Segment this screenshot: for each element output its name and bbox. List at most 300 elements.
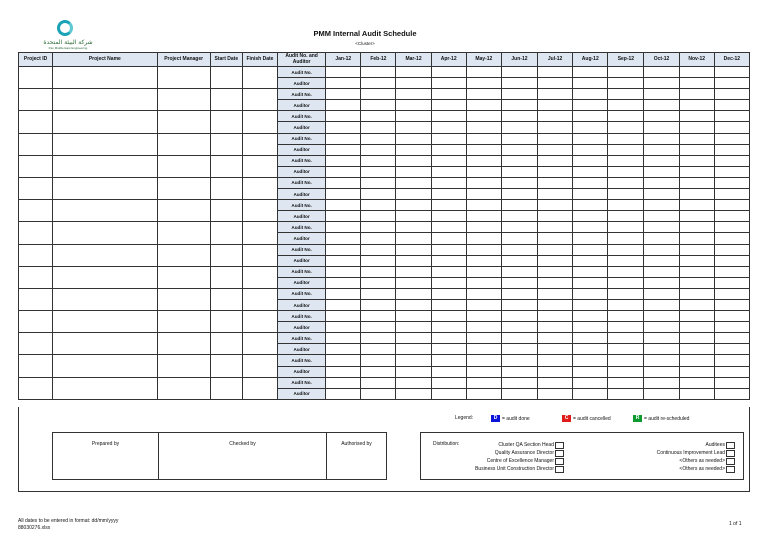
month-cell[interactable]: [396, 200, 431, 211]
month-cell[interactable]: [431, 189, 466, 200]
project-cell[interactable]: [19, 311, 53, 333]
month-cell[interactable]: [644, 166, 679, 177]
month-cell[interactable]: [573, 200, 608, 211]
month-cell[interactable]: [361, 78, 396, 89]
month-cell[interactable]: [361, 89, 396, 100]
month-cell[interactable]: [501, 277, 537, 288]
month-cell[interactable]: [431, 255, 466, 266]
project-cell[interactable]: [242, 311, 277, 333]
month-cell[interactable]: [573, 189, 608, 200]
month-cell[interactable]: [714, 111, 749, 122]
project-cell[interactable]: [19, 89, 53, 111]
month-cell[interactable]: [644, 344, 679, 355]
month-cell[interactable]: [608, 355, 644, 366]
month-cell[interactable]: [714, 189, 749, 200]
project-cell[interactable]: [157, 266, 210, 288]
month-cell[interactable]: [431, 388, 466, 399]
month-cell[interactable]: [573, 89, 608, 100]
month-cell[interactable]: [714, 333, 749, 344]
month-cell[interactable]: [644, 244, 679, 255]
month-cell[interactable]: [466, 122, 501, 133]
month-cell[interactable]: [326, 377, 361, 388]
month-cell[interactable]: [326, 255, 361, 266]
month-cell[interactable]: [501, 355, 537, 366]
month-cell[interactable]: [644, 200, 679, 211]
month-cell[interactable]: [326, 166, 361, 177]
month-cell[interactable]: [644, 133, 679, 144]
month-cell[interactable]: [396, 155, 431, 166]
month-cell[interactable]: [396, 333, 431, 344]
month-cell[interactable]: [361, 366, 396, 377]
month-cell[interactable]: [466, 166, 501, 177]
month-cell[interactable]: [501, 322, 537, 333]
month-cell[interactable]: [501, 67, 537, 78]
month-cell[interactable]: [396, 144, 431, 155]
month-cell[interactable]: [608, 144, 644, 155]
month-cell[interactable]: [466, 355, 501, 366]
month-cell[interactable]: [466, 244, 501, 255]
month-cell[interactable]: [714, 133, 749, 144]
project-cell[interactable]: [242, 155, 277, 177]
project-cell[interactable]: [53, 288, 157, 310]
month-cell[interactable]: [679, 311, 714, 322]
project-cell[interactable]: [19, 67, 53, 89]
month-cell[interactable]: [538, 255, 573, 266]
project-cell[interactable]: [157, 111, 210, 133]
project-cell[interactable]: [157, 222, 210, 244]
month-cell[interactable]: [431, 155, 466, 166]
month-cell[interactable]: [538, 266, 573, 277]
month-cell[interactable]: [538, 388, 573, 399]
month-cell[interactable]: [644, 67, 679, 78]
month-cell[interactable]: [538, 344, 573, 355]
month-cell[interactable]: [644, 222, 679, 233]
project-cell[interactable]: [242, 200, 277, 222]
month-cell[interactable]: [538, 67, 573, 78]
project-cell[interactable]: [157, 89, 210, 111]
month-cell[interactable]: [466, 211, 501, 222]
month-cell[interactable]: [396, 288, 431, 299]
month-cell[interactable]: [644, 333, 679, 344]
month-cell[interactable]: [361, 67, 396, 78]
month-cell[interactable]: [714, 266, 749, 277]
month-cell[interactable]: [431, 222, 466, 233]
recipient-checkbox[interactable]: [726, 458, 735, 465]
month-cell[interactable]: [644, 377, 679, 388]
month-cell[interactable]: [644, 355, 679, 366]
month-cell[interactable]: [644, 111, 679, 122]
month-cell[interactable]: [396, 222, 431, 233]
month-cell[interactable]: [679, 100, 714, 111]
month-cell[interactable]: [608, 111, 644, 122]
month-cell[interactable]: [679, 67, 714, 78]
month-cell[interactable]: [466, 111, 501, 122]
month-cell[interactable]: [361, 344, 396, 355]
month-cell[interactable]: [361, 133, 396, 144]
month-cell[interactable]: [714, 166, 749, 177]
month-cell[interactable]: [714, 311, 749, 322]
month-cell[interactable]: [714, 322, 749, 333]
recipient-checkbox[interactable]: [555, 458, 564, 465]
month-cell[interactable]: [538, 211, 573, 222]
project-cell[interactable]: [19, 377, 53, 399]
month-cell[interactable]: [573, 355, 608, 366]
month-cell[interactable]: [326, 122, 361, 133]
month-cell[interactable]: [431, 322, 466, 333]
project-cell[interactable]: [157, 288, 210, 310]
month-cell[interactable]: [396, 344, 431, 355]
month-cell[interactable]: [538, 366, 573, 377]
month-cell[interactable]: [538, 78, 573, 89]
month-cell[interactable]: [644, 266, 679, 277]
month-cell[interactable]: [396, 100, 431, 111]
month-cell[interactable]: [679, 89, 714, 100]
month-cell[interactable]: [326, 299, 361, 310]
month-cell[interactable]: [431, 366, 466, 377]
month-cell[interactable]: [644, 299, 679, 310]
month-cell[interactable]: [501, 333, 537, 344]
month-cell[interactable]: [714, 288, 749, 299]
project-cell[interactable]: [19, 288, 53, 310]
month-cell[interactable]: [573, 100, 608, 111]
month-cell[interactable]: [644, 311, 679, 322]
project-cell[interactable]: [19, 200, 53, 222]
month-cell[interactable]: [361, 111, 396, 122]
month-cell[interactable]: [608, 255, 644, 266]
checked-by-field[interactable]: Checked by: [158, 433, 326, 479]
month-cell[interactable]: [573, 111, 608, 122]
month-cell[interactable]: [679, 388, 714, 399]
month-cell[interactable]: [326, 222, 361, 233]
project-cell[interactable]: [157, 177, 210, 199]
month-cell[interactable]: [679, 322, 714, 333]
month-cell[interactable]: [466, 311, 501, 322]
project-cell[interactable]: [19, 355, 53, 377]
month-cell[interactable]: [538, 333, 573, 344]
month-cell[interactable]: [714, 277, 749, 288]
month-cell[interactable]: [608, 100, 644, 111]
month-cell[interactable]: [501, 344, 537, 355]
month-cell[interactable]: [679, 211, 714, 222]
month-cell[interactable]: [326, 233, 361, 244]
month-cell[interactable]: [538, 299, 573, 310]
month-cell[interactable]: [608, 155, 644, 166]
month-cell[interactable]: [326, 155, 361, 166]
month-cell[interactable]: [466, 155, 501, 166]
month-cell[interactable]: [573, 244, 608, 255]
month-cell[interactable]: [396, 355, 431, 366]
month-cell[interactable]: [714, 344, 749, 355]
month-cell[interactable]: [326, 78, 361, 89]
month-cell[interactable]: [644, 366, 679, 377]
project-cell[interactable]: [53, 377, 157, 399]
month-cell[interactable]: [679, 244, 714, 255]
project-cell[interactable]: [19, 111, 53, 133]
month-cell[interactable]: [396, 67, 431, 78]
project-cell[interactable]: [157, 200, 210, 222]
month-cell[interactable]: [466, 144, 501, 155]
month-cell[interactable]: [679, 233, 714, 244]
month-cell[interactable]: [396, 111, 431, 122]
month-cell[interactable]: [714, 377, 749, 388]
project-cell[interactable]: [19, 133, 53, 155]
month-cell[interactable]: [501, 233, 537, 244]
month-cell[interactable]: [466, 89, 501, 100]
month-cell[interactable]: [538, 155, 573, 166]
month-cell[interactable]: [573, 377, 608, 388]
month-cell[interactable]: [573, 166, 608, 177]
month-cell[interactable]: [466, 344, 501, 355]
month-cell[interactable]: [501, 122, 537, 133]
month-cell[interactable]: [538, 133, 573, 144]
project-cell[interactable]: [157, 311, 210, 333]
month-cell[interactable]: [466, 200, 501, 211]
month-cell[interactable]: [501, 222, 537, 233]
month-cell[interactable]: [396, 133, 431, 144]
month-cell[interactable]: [466, 100, 501, 111]
month-cell[interactable]: [679, 377, 714, 388]
month-cell[interactable]: [326, 89, 361, 100]
month-cell[interactable]: [538, 89, 573, 100]
project-cell[interactable]: [242, 111, 277, 133]
month-cell[interactable]: [396, 78, 431, 89]
month-cell[interactable]: [431, 311, 466, 322]
project-cell[interactable]: [242, 244, 277, 266]
month-cell[interactable]: [714, 177, 749, 188]
month-cell[interactable]: [431, 89, 466, 100]
project-cell[interactable]: [242, 222, 277, 244]
month-cell[interactable]: [573, 222, 608, 233]
month-cell[interactable]: [326, 344, 361, 355]
month-cell[interactable]: [573, 67, 608, 78]
month-cell[interactable]: [538, 177, 573, 188]
month-cell[interactable]: [608, 266, 644, 277]
month-cell[interactable]: [608, 311, 644, 322]
month-cell[interactable]: [538, 111, 573, 122]
month-cell[interactable]: [644, 211, 679, 222]
month-cell[interactable]: [679, 299, 714, 310]
month-cell[interactable]: [361, 333, 396, 344]
month-cell[interactable]: [538, 355, 573, 366]
month-cell[interactable]: [361, 255, 396, 266]
month-cell[interactable]: [431, 133, 466, 144]
month-cell[interactable]: [431, 288, 466, 299]
month-cell[interactable]: [538, 233, 573, 244]
month-cell[interactable]: [608, 233, 644, 244]
month-cell[interactable]: [361, 233, 396, 244]
month-cell[interactable]: [466, 277, 501, 288]
project-cell[interactable]: [19, 155, 53, 177]
month-cell[interactable]: [573, 155, 608, 166]
month-cell[interactable]: [573, 322, 608, 333]
project-cell[interactable]: [19, 333, 53, 355]
month-cell[interactable]: [538, 288, 573, 299]
project-cell[interactable]: [210, 89, 242, 111]
month-cell[interactable]: [361, 277, 396, 288]
project-cell[interactable]: [157, 133, 210, 155]
month-cell[interactable]: [466, 266, 501, 277]
month-cell[interactable]: [396, 266, 431, 277]
month-cell[interactable]: [714, 211, 749, 222]
project-cell[interactable]: [53, 222, 157, 244]
month-cell[interactable]: [608, 189, 644, 200]
project-cell[interactable]: [242, 288, 277, 310]
month-cell[interactable]: [396, 211, 431, 222]
month-cell[interactable]: [361, 377, 396, 388]
project-cell[interactable]: [242, 133, 277, 155]
project-cell[interactable]: [210, 222, 242, 244]
recipient-checkbox[interactable]: [555, 466, 564, 473]
month-cell[interactable]: [538, 100, 573, 111]
month-cell[interactable]: [608, 122, 644, 133]
month-cell[interactable]: [608, 89, 644, 100]
month-cell[interactable]: [501, 166, 537, 177]
project-cell[interactable]: [53, 200, 157, 222]
project-cell[interactable]: [157, 333, 210, 355]
month-cell[interactable]: [431, 244, 466, 255]
month-cell[interactable]: [396, 177, 431, 188]
month-cell[interactable]: [361, 100, 396, 111]
project-cell[interactable]: [53, 133, 157, 155]
month-cell[interactable]: [644, 288, 679, 299]
month-cell[interactable]: [326, 266, 361, 277]
month-cell[interactable]: [608, 344, 644, 355]
project-cell[interactable]: [210, 266, 242, 288]
month-cell[interactable]: [573, 144, 608, 155]
month-cell[interactable]: [538, 277, 573, 288]
month-cell[interactable]: [466, 222, 501, 233]
month-cell[interactable]: [501, 388, 537, 399]
month-cell[interactable]: [679, 122, 714, 133]
month-cell[interactable]: [361, 299, 396, 310]
month-cell[interactable]: [714, 67, 749, 78]
project-cell[interactable]: [210, 288, 242, 310]
month-cell[interactable]: [679, 155, 714, 166]
month-cell[interactable]: [608, 133, 644, 144]
project-cell[interactable]: [210, 355, 242, 377]
month-cell[interactable]: [714, 78, 749, 89]
month-cell[interactable]: [396, 388, 431, 399]
month-cell[interactable]: [714, 299, 749, 310]
month-cell[interactable]: [361, 166, 396, 177]
month-cell[interactable]: [573, 366, 608, 377]
month-cell[interactable]: [326, 288, 361, 299]
month-cell[interactable]: [501, 111, 537, 122]
month-cell[interactable]: [431, 200, 466, 211]
month-cell[interactable]: [501, 288, 537, 299]
month-cell[interactable]: [644, 144, 679, 155]
project-cell[interactable]: [53, 311, 157, 333]
month-cell[interactable]: [644, 277, 679, 288]
month-cell[interactable]: [714, 222, 749, 233]
project-cell[interactable]: [210, 133, 242, 155]
month-cell[interactable]: [679, 266, 714, 277]
month-cell[interactable]: [573, 333, 608, 344]
month-cell[interactable]: [361, 189, 396, 200]
month-cell[interactable]: [501, 244, 537, 255]
recipient-checkbox[interactable]: [726, 450, 735, 457]
month-cell[interactable]: [538, 222, 573, 233]
project-cell[interactable]: [242, 67, 277, 89]
month-cell[interactable]: [466, 78, 501, 89]
month-cell[interactable]: [608, 211, 644, 222]
month-cell[interactable]: [573, 255, 608, 266]
month-cell[interactable]: [431, 144, 466, 155]
project-cell[interactable]: [19, 266, 53, 288]
month-cell[interactable]: [361, 311, 396, 322]
month-cell[interactable]: [608, 366, 644, 377]
project-cell[interactable]: [210, 155, 242, 177]
month-cell[interactable]: [714, 244, 749, 255]
month-cell[interactable]: [396, 166, 431, 177]
month-cell[interactable]: [396, 189, 431, 200]
month-cell[interactable]: [714, 89, 749, 100]
project-cell[interactable]: [53, 244, 157, 266]
project-cell[interactable]: [53, 155, 157, 177]
month-cell[interactable]: [431, 177, 466, 188]
month-cell[interactable]: [361, 322, 396, 333]
project-cell[interactable]: [242, 377, 277, 399]
month-cell[interactable]: [644, 189, 679, 200]
month-cell[interactable]: [431, 122, 466, 133]
month-cell[interactable]: [431, 344, 466, 355]
month-cell[interactable]: [431, 266, 466, 277]
month-cell[interactable]: [466, 255, 501, 266]
month-cell[interactable]: [714, 355, 749, 366]
month-cell[interactable]: [644, 255, 679, 266]
month-cell[interactable]: [714, 366, 749, 377]
project-cell[interactable]: [19, 244, 53, 266]
month-cell[interactable]: [573, 277, 608, 288]
month-cell[interactable]: [361, 200, 396, 211]
month-cell[interactable]: [501, 366, 537, 377]
project-cell[interactable]: [210, 377, 242, 399]
month-cell[interactable]: [396, 299, 431, 310]
month-cell[interactable]: [644, 122, 679, 133]
month-cell[interactable]: [396, 244, 431, 255]
month-cell[interactable]: [538, 311, 573, 322]
month-cell[interactable]: [326, 333, 361, 344]
month-cell[interactable]: [608, 288, 644, 299]
month-cell[interactable]: [714, 200, 749, 211]
month-cell[interactable]: [326, 200, 361, 211]
month-cell[interactable]: [466, 67, 501, 78]
month-cell[interactable]: [501, 211, 537, 222]
month-cell[interactable]: [431, 100, 466, 111]
month-cell[interactable]: [466, 233, 501, 244]
project-cell[interactable]: [242, 177, 277, 199]
month-cell[interactable]: [538, 166, 573, 177]
month-cell[interactable]: [326, 111, 361, 122]
month-cell[interactable]: [431, 233, 466, 244]
month-cell[interactable]: [326, 189, 361, 200]
month-cell[interactable]: [679, 355, 714, 366]
month-cell[interactable]: [501, 299, 537, 310]
month-cell[interactable]: [361, 266, 396, 277]
month-cell[interactable]: [431, 277, 466, 288]
recipient-checkbox[interactable]: [555, 442, 564, 449]
project-cell[interactable]: [210, 311, 242, 333]
month-cell[interactable]: [431, 67, 466, 78]
month-cell[interactable]: [538, 322, 573, 333]
month-cell[interactable]: [608, 177, 644, 188]
month-cell[interactable]: [501, 255, 537, 266]
month-cell[interactable]: [501, 100, 537, 111]
month-cell[interactable]: [608, 78, 644, 89]
month-cell[interactable]: [538, 200, 573, 211]
project-cell[interactable]: [242, 355, 277, 377]
month-cell[interactable]: [466, 377, 501, 388]
